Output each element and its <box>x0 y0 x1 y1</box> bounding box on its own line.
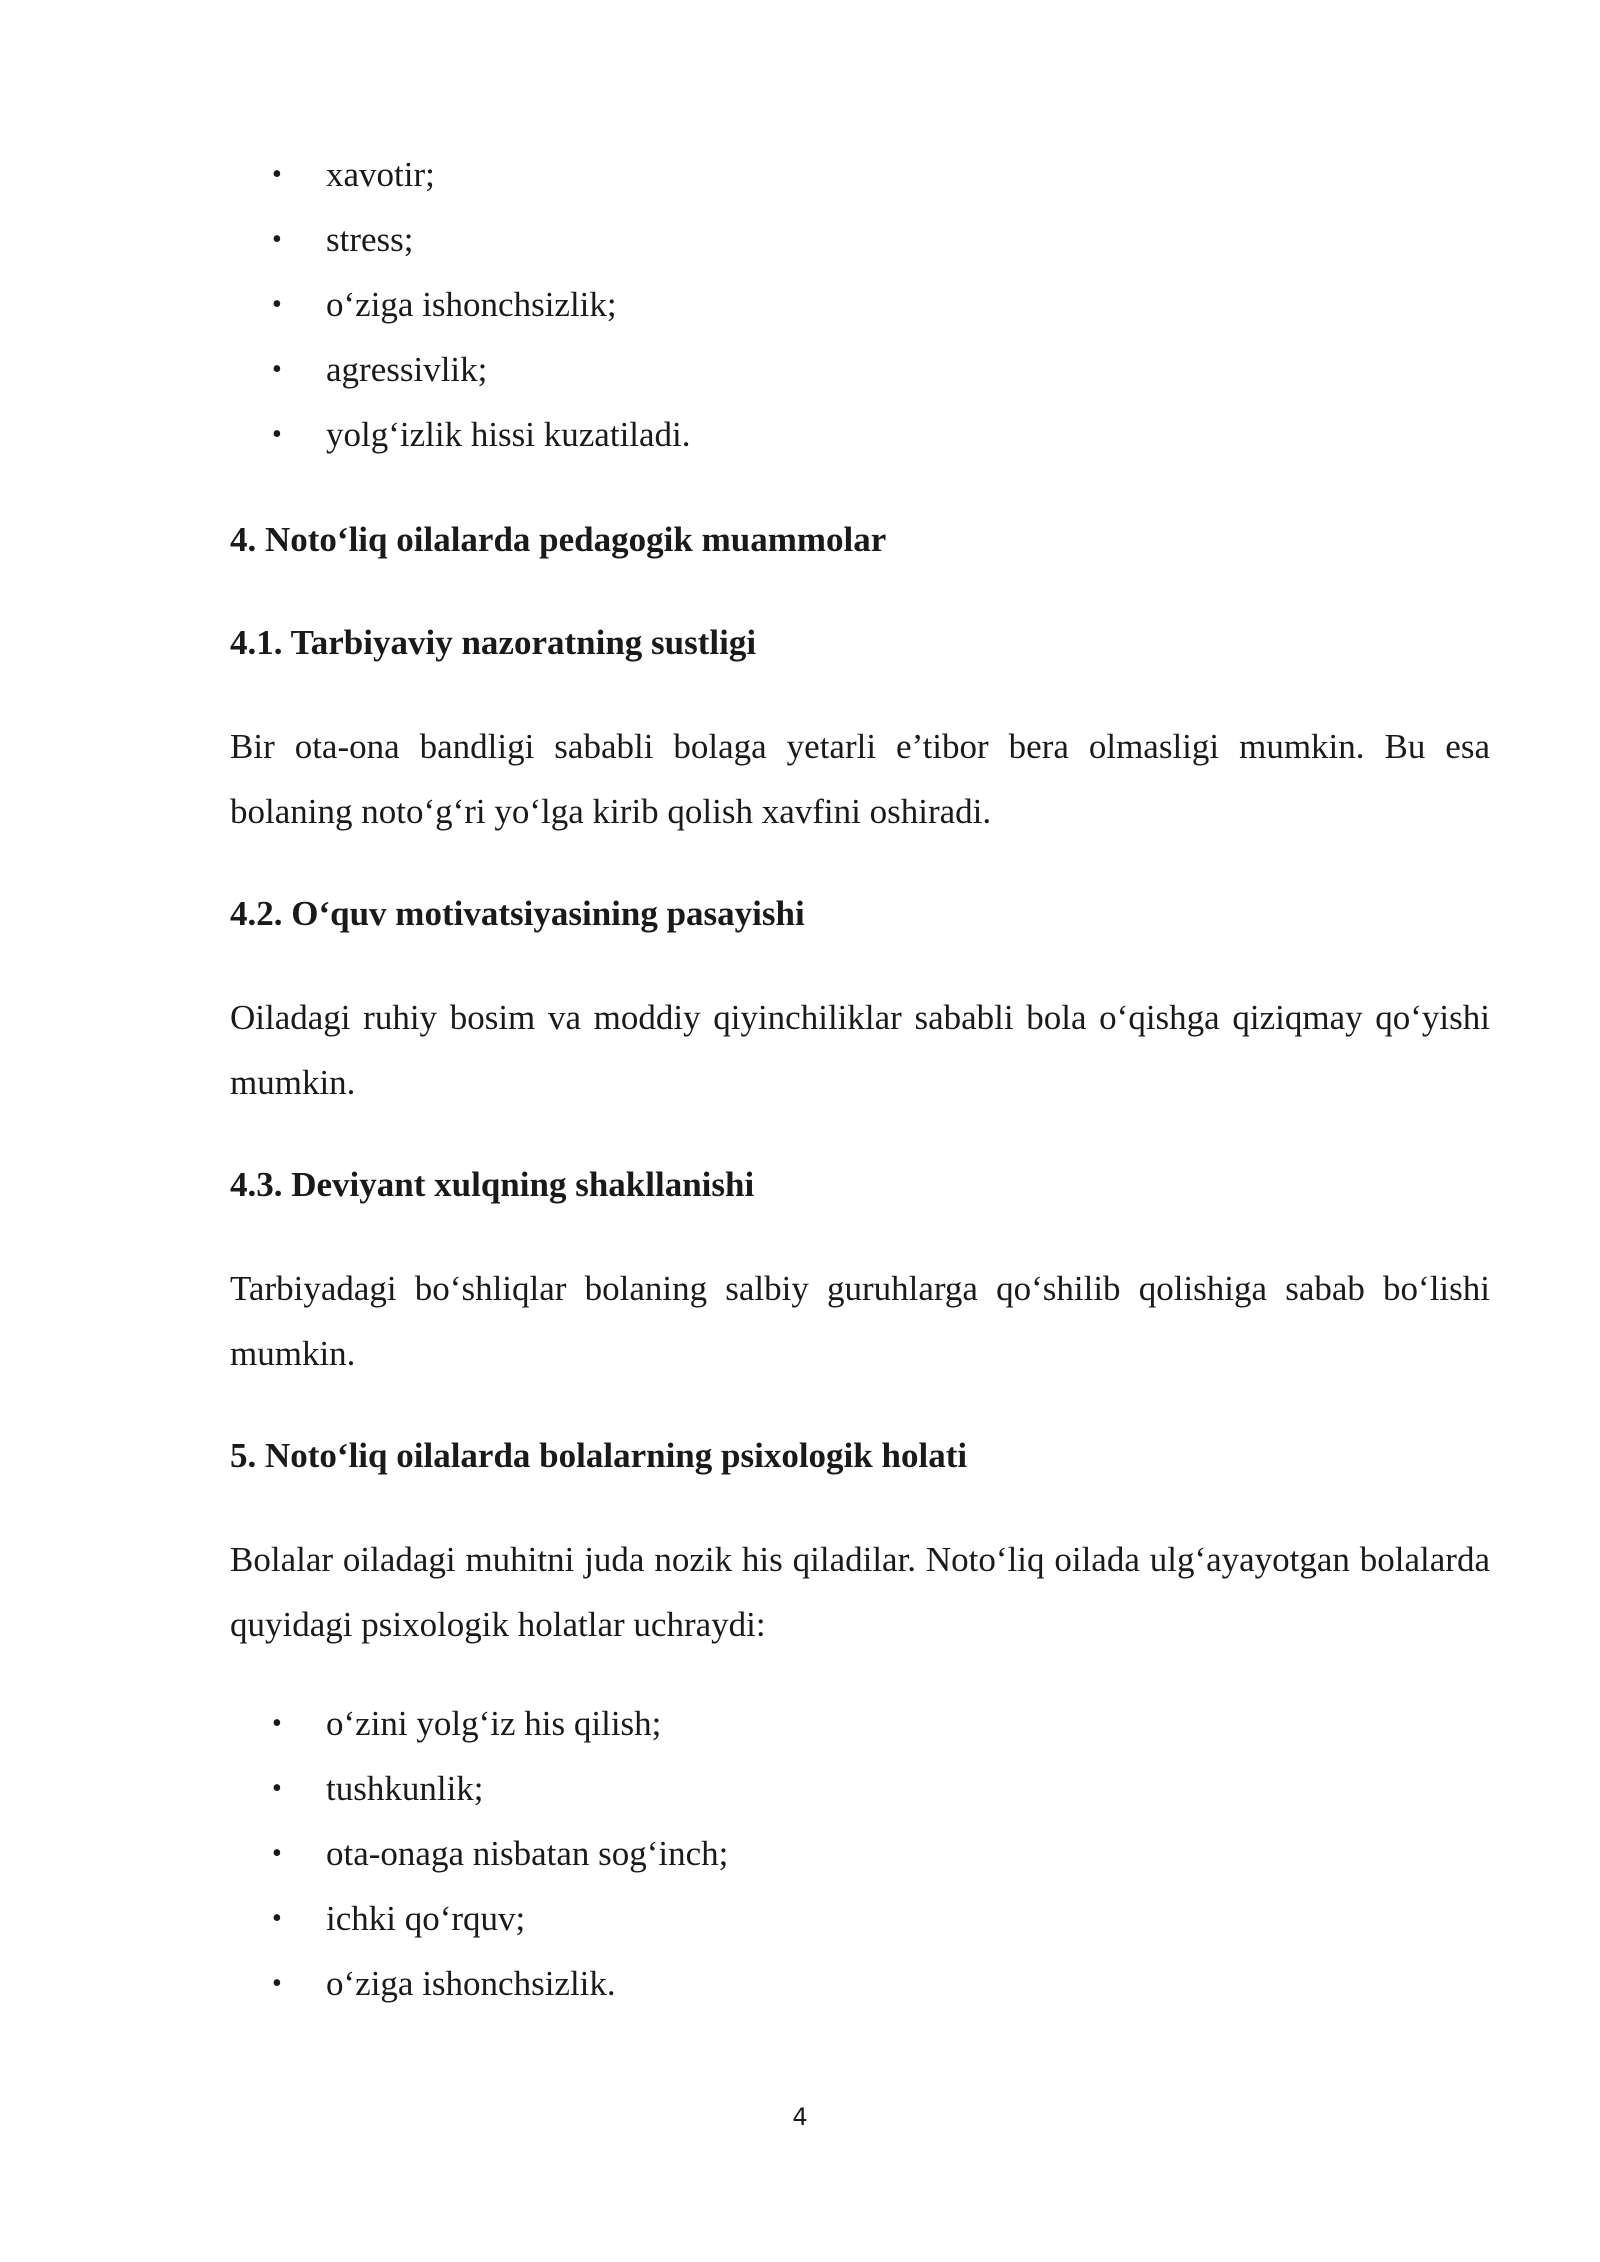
bullet-icon: • <box>272 1903 282 1934</box>
list-item-text: agressivlik; <box>326 350 488 389</box>
subsection-heading-4-3: 4.3. Deviyant xulqning shakllanishi <box>230 1165 755 1204</box>
paragraph-4-2: Oiladagi ruhiy bosim va moddiy qiyinchiliklar sababli bola o‘qishga qiziqmay qo‘yishi mumkin. <box>230 998 1490 1102</box>
list-item-text: o‘ziga ishonchsizlik. <box>326 1964 616 2003</box>
list-item <box>262 1767 728 1832</box>
page-number: 4 <box>792 2103 808 2131</box>
bullet-icon: • <box>272 1968 282 1999</box>
section-heading-4: 4. Noto‘liq oilalarda pedagogik muammolar <box>230 520 887 559</box>
list-item <box>262 153 691 218</box>
bullet-icon: • <box>272 354 282 385</box>
paragraph-5: Bolalar oiladagi muhitni juda nozik his qiladilar. Noto‘liq oilada ulg‘ayayotgan bolalarda quyidagi psixologik holatlar uchraydi: <box>230 1540 1490 1644</box>
bullet-icon: • <box>272 289 282 320</box>
list-item <box>262 283 691 348</box>
list-item-text: stress; <box>326 220 414 259</box>
subsection-heading-4-2: 4.2. O‘quv motivatsiyasining pasayishi <box>230 894 805 933</box>
list-item-text: o‘ziga ishonchsizlik; <box>326 285 617 324</box>
section-heading-5: 5. Noto‘liq oilalarda bolalarning psixologik holati <box>230 1436 968 1475</box>
bullet-list-psychological-states <box>262 1702 728 2027</box>
list-item <box>262 1702 728 1767</box>
bullet-list-symptoms <box>262 153 691 478</box>
list-item-text: ichki qo‘rquv; <box>326 1899 526 1938</box>
bullet-icon: • <box>272 1708 282 1739</box>
bullet-icon: • <box>272 159 282 190</box>
list-item <box>262 218 691 283</box>
list-item-text: yolg‘izlik hissi kuzatiladi. <box>326 415 691 454</box>
list-item <box>262 348 691 413</box>
bullet-icon: • <box>272 224 282 255</box>
paragraph-4-1: Bir ota-ona bandligi sababli bolaga yetarli e’tibor bera olmasligi mumkin. Bu esa bolaning noto‘g‘ri yo‘lga kirib qolish xavfini oshiradi. <box>230 727 1490 831</box>
list-item-text: o‘zini yolg‘iz his qilish; <box>326 1704 662 1743</box>
bullet-icon: • <box>272 1838 282 1869</box>
list-item <box>262 1832 728 1897</box>
list-item-text: tushkunlik; <box>326 1769 484 1808</box>
bullet-icon: • <box>272 1773 282 1804</box>
bullet-icon: • <box>272 419 282 450</box>
subsection-heading-4-1: 4.1. Tarbiyaviy nazoratning sustligi <box>230 623 757 662</box>
list-item <box>262 413 691 478</box>
list-item-text: ota-onaga nisbatan sog‘inch; <box>326 1834 729 1873</box>
paragraph-4-3: Tarbiyadagi bo‘shliqlar bolaning salbiy guruhlarga qo‘shilib qolishiga sabab bo‘lishi mumkin. <box>230 1269 1490 1373</box>
list-item <box>262 1962 728 2027</box>
list-item-text: xavotir; <box>326 155 435 194</box>
list-item <box>262 1897 728 1962</box>
